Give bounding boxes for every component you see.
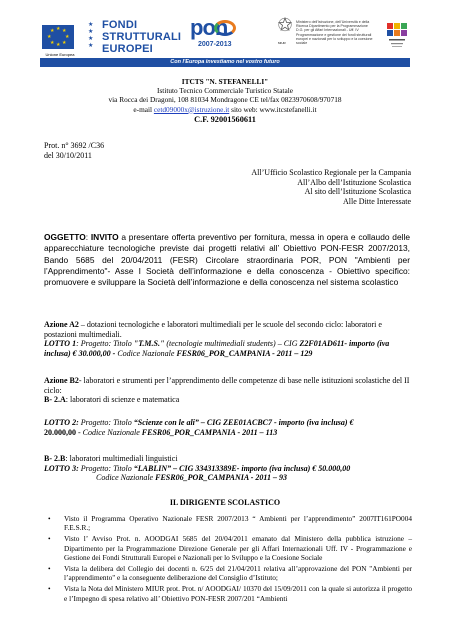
pon-wordmark: pon xyxy=(190,15,228,40)
lotto-3-code: FESR06_POR_CAMPANIA - 2011 xyxy=(155,473,271,483)
azione-b2-label: Azione B2 xyxy=(44,376,79,385)
lotto-2-amount: 20.000,00 xyxy=(44,427,76,437)
lotto-2-code: FESR06_POR_CAMPANIA - 2011 xyxy=(141,427,258,437)
visti-list xyxy=(44,514,412,603)
lotto-1-code-label: Codice Nazionale xyxy=(117,348,177,358)
eu-caption: Unione Europea xyxy=(45,52,75,57)
lotto-1-prog: : Progetto: Titolo xyxy=(76,339,134,349)
protocol-block xyxy=(44,141,104,160)
subject-sep: : xyxy=(85,232,91,242)
ministry-text: Ministero dell'Istruzione, dell'Università e della Ricerca Dipartimento per la Programmazione D.G. per gli Affari Internazionali - Uff. IV Programmazione e gestione dei fondi strutturali europei e nazionali per lo sviluppo e la coesione sociale xyxy=(296,20,373,46)
azione-a2-text: – dotazioni tecnologiche e laboratori multimediali per le scuole del secondo ciclo: laboratori e postazioni multimediali. xyxy=(44,320,382,339)
subject-text: a presentare offerta preventivo per fornitura, messa in opera e collaudo delle apparecchiature tecnologiche previste dai progetti relativi all’ Obiettivo PON-FESR 2007/2013, Bando 5685 del 20/04/2011 (FESR) Circolare straordinaria POR, PON "Ambienti per l’Apprendimento"- Asse I Società dell’informazione e della conoscenza - Obiettivo specifico: promuovere e sviluppare la Società dell’informazione e della conoscenza nel sistema scolastico xyxy=(44,232,410,288)
visto-1: • Visto il Programma Operativo Nazionale FESR 2007/2013 “ Ambienti per l’apprendimento” 2007IT161PO004 F.E.S.R.; xyxy=(44,514,412,532)
lotto-2-code-label: - Codice Nazionale xyxy=(76,427,142,437)
visto-2: • Visto l’ Avviso Prot. n. AOODGAI 5685 del 20/04/2011 emanato dal Ministero della pubblica istruzione – Dipartimento per la Programmazione Direzione Generale per gli Affari Internazionali Uff. IV - Programmazione e Gestione dei Fondi Strutturali Europei e Nazionali per lo Sviluppo e la Coesione Sociale xyxy=(44,534,412,562)
italian-emblem-icon xyxy=(278,17,292,33)
email-prefix: e-mail xyxy=(133,104,154,114)
pon-years: 2007-2013 xyxy=(198,41,232,48)
azione-a2-label: Azione A2 xyxy=(44,320,79,329)
azione-b2-block xyxy=(44,376,412,405)
pon-logo xyxy=(190,16,262,54)
recipient-sito: Al sito dell’Istituzione Scolastica xyxy=(304,187,411,197)
recipient-ditte: Alle Ditte Interessate xyxy=(343,196,411,206)
subject-label: OGGETTO xyxy=(44,232,86,242)
pon-ring-icon xyxy=(214,20,236,36)
school-info xyxy=(40,77,410,125)
email-link[interactable]: cetd09000x@istruzione.it xyxy=(153,104,230,114)
lotto-3-label: LOTTO 3: xyxy=(44,463,79,473)
school-contacts xyxy=(40,105,410,114)
lotto-2 xyxy=(44,418,412,437)
b2b-label: B- 2.B xyxy=(44,454,66,463)
b2a-line xyxy=(44,395,412,405)
b2b-line xyxy=(44,454,412,464)
lotto-3-prog: Progetto: Titolo xyxy=(78,463,134,473)
fondi-strutturali-logo xyxy=(88,16,182,56)
b2a-text: : laboratori di scienze e matematica xyxy=(65,395,180,405)
fondi-line-1: FONDI xyxy=(102,19,138,31)
subject-keyword: INVITO xyxy=(90,232,119,242)
azione-a2-desc xyxy=(44,320,412,339)
miur-caption: MIUR xyxy=(278,41,286,45)
lotto-1-cig: Z2F01AD611- xyxy=(299,339,348,349)
lotto-2-title: “Scienze con le ali” xyxy=(133,418,199,427)
lotto-1-amount: importo (iva inclusa) € 30.000,00 - xyxy=(44,339,390,358)
subject-paragraph xyxy=(44,232,410,288)
b2b-block xyxy=(44,454,412,483)
b2b-text: : laboratori multimediali linguistici xyxy=(65,454,178,463)
lotto-3-code-line xyxy=(44,473,412,483)
lotto-1-cig-label: (tecnologie multimediali students) – CIG xyxy=(164,339,300,349)
fondi-line-2: STRUTTURALI xyxy=(102,31,182,43)
protocol-number: Prot. n° 3692 /C36 xyxy=(44,141,105,150)
fondi-logo-text xyxy=(102,19,181,55)
lotto-3-amount: importo (iva inclusa) € 50.000,00 xyxy=(239,463,351,473)
dirigente-heading: IL DIRIGENTE SCOLASTICO xyxy=(169,498,281,507)
school-name: ITCTS "N. STEFANELLI" xyxy=(181,77,269,86)
site-text: sito web: www.itcstefanelli.it xyxy=(229,104,317,114)
visto-4: • Vista la Nota del Ministero MIUR prot. Prot. n/ AOODGAI/ 10370 del 15/09/2011 con la quale si autorizza il progetto e l’Impegno di spesa relativo all’ Obiettivo PON-FESR 2007/201 “Ambienti xyxy=(44,584,412,602)
fiscal-code: C.F. 92001560611 xyxy=(194,114,256,124)
lotto-2-label: LOTTO 2: xyxy=(44,418,79,427)
recipient-albo: All’Albo dell’Istituzione Scolastica xyxy=(297,177,411,187)
lotto-1-label: LOTTO 1 xyxy=(44,339,77,349)
recipients xyxy=(251,168,411,206)
b2a-label: B- 2.A xyxy=(44,395,66,405)
lotto-3 xyxy=(44,464,412,474)
azione-b2-text: - laboratori e strumenti per l’apprendimento delle competenze di base nelle istituzioni scolastiche del II ciclo: xyxy=(44,376,410,395)
lotto-1 xyxy=(44,339,412,358)
lotto-1-code: FESR06_POR_CAMPANIA - 2011 – 129 xyxy=(176,348,313,358)
lotto-3-title: “LABLIN” xyxy=(133,463,172,473)
azione-b2-desc xyxy=(44,376,412,395)
lotto-2-code-num: – 113 xyxy=(257,427,278,437)
lotto-2-cig: – CIG ZEE01ACBC7 - importo (iva inclusa) € xyxy=(198,418,354,427)
lotto-3-code-label: Codice Nazionale xyxy=(96,473,156,483)
school-type: Istituto Tecnico Commerciale Turistico Statale xyxy=(157,86,293,96)
lotto-2-prog: Progetto: Titolo xyxy=(78,418,134,427)
school-address: via Rocca dei Dragoni, 108 81034 Mondragone CE tel/fax 0823970608/970718 xyxy=(108,95,342,105)
lotto-3-cig: – CIG 334313389E- xyxy=(171,463,240,473)
school-crest-icon xyxy=(383,20,411,52)
recipient-usr: All’Ufficio Scolastico Regionale per la Campania xyxy=(251,168,411,177)
stars-icon: ★ ★ ★ ★ xyxy=(88,22,94,49)
banner-slogan: Con l'Europa investiamo nel vostro futuro xyxy=(40,58,410,67)
lotto-1-title: "T.M.S." xyxy=(133,339,165,349)
visto-3: • Vista la delibera del Collegio dei docenti n. 6/25 del 21/04/2011 relativa all’approvazione del PON "Ambienti per l’apprendimento" e la conseguente deliberazione del Consiglio d’Istituto; xyxy=(44,564,412,582)
lotto-3-code-num: – 93 xyxy=(271,473,287,483)
eu-flag-icon: ★ ★ ★ ★ ★ ★ ★ ★ xyxy=(42,25,74,49)
fondi-line-3: EUROPEI xyxy=(102,43,153,55)
protocol-date: del 30/10/2011 xyxy=(44,150,92,160)
azione-a2-block xyxy=(44,320,412,358)
